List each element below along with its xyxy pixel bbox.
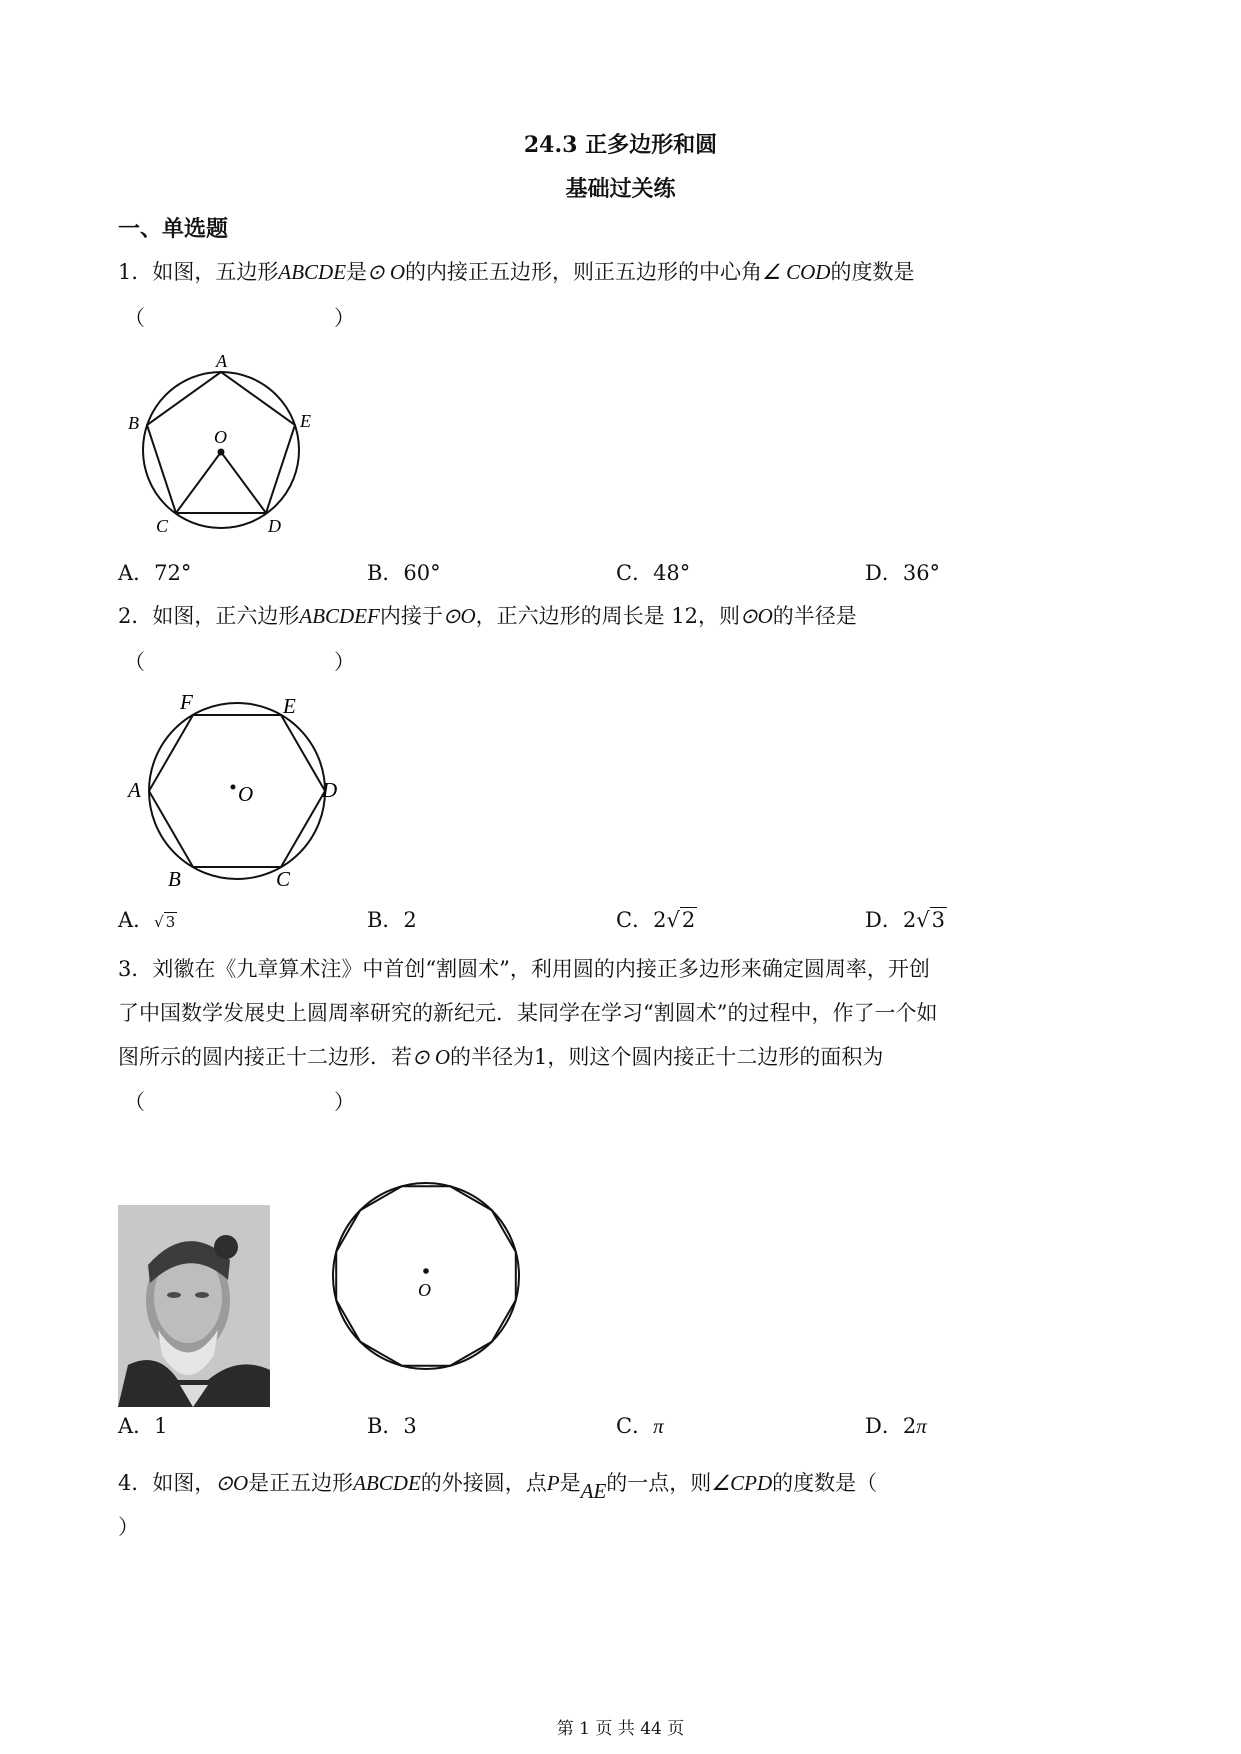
math-var: ABCDEF xyxy=(299,604,380,628)
option-d: D．2π xyxy=(865,1414,927,1438)
option-b: B．60° xyxy=(367,561,441,585)
question-text: 的半径是 xyxy=(772,604,857,628)
center-point xyxy=(218,449,225,456)
math-var: ∠ COD xyxy=(762,260,831,284)
label-f: F xyxy=(180,690,193,714)
option-b: B．3 xyxy=(367,1414,417,1438)
question-2 xyxy=(118,594,1128,638)
question-text: ，正六边形的周长是 12，则 xyxy=(475,604,741,628)
answer-blank: （ ） xyxy=(124,650,355,674)
center-point xyxy=(423,1268,429,1274)
answer-blank: （ ） xyxy=(124,1090,355,1114)
page-title: 24.3 正多边形和圆 xyxy=(523,132,718,158)
pentagon-figure xyxy=(118,345,348,540)
question-text: 如图，正六边形 xyxy=(152,604,300,628)
question-3: 3．刘徽在《九章算术注》中首创“割圆术”，利用圆的内接正多边形来确定圆周率，开创 了中国数学发展史上圆周率研究的新纪元．某同学在学习“割圆术”的过程中，作了一个如 图所示的圆内接正十二边形．若⊙ O的半径为1，则这个圆内接正十二边形的面积为 xyxy=(118,957,938,1069)
label-a: A xyxy=(128,778,141,802)
math-var: ⊙O xyxy=(740,604,773,628)
option-c: C．π xyxy=(616,1414,664,1438)
math-var: ⊙ O xyxy=(367,260,406,284)
center-point xyxy=(231,785,236,790)
label-d: D xyxy=(268,516,281,536)
label-o: O xyxy=(418,1280,431,1300)
question-number: 3． xyxy=(118,957,153,981)
option-c: C．48° xyxy=(616,561,691,585)
central-angle xyxy=(176,452,266,513)
circumcircle xyxy=(149,703,325,879)
hexagon xyxy=(149,715,325,867)
liu-hui-portrait xyxy=(118,1205,270,1407)
arc-label: AE xyxy=(580,1479,607,1503)
question-4: 4．如图，⊙O是正五边形ABCDE的外接圆，点P是AE的一点，则∠CPD的度数是（ ） xyxy=(118,1471,878,1539)
question-text: 如图，五边形 xyxy=(152,260,279,284)
question-number: 2． xyxy=(118,604,153,628)
question-text: 是 xyxy=(346,260,368,284)
question-text: 的度数是 xyxy=(830,260,915,284)
dodecagon xyxy=(336,1186,516,1366)
math-var: ⊙O xyxy=(442,604,476,628)
question-number: 1． xyxy=(118,260,153,284)
option-c: C．2√2 xyxy=(616,908,696,932)
label-b: B xyxy=(168,867,181,890)
question-text: 内接于 xyxy=(379,604,443,628)
option-d: D．2√3 xyxy=(865,908,945,932)
option-a: A．1 xyxy=(118,1414,168,1438)
option-b: B．2 xyxy=(367,908,417,932)
label-c: C xyxy=(276,867,291,890)
option-d: D．36° xyxy=(865,561,941,585)
option-a: A．72° xyxy=(118,561,192,585)
label-a: A xyxy=(216,351,227,371)
label-e: E xyxy=(283,694,296,718)
question-text: 的内接正五边形，则正五边形的中心角 xyxy=(405,260,763,284)
label-o: O xyxy=(238,782,254,806)
label-e: E xyxy=(300,411,311,431)
label-c: C xyxy=(156,516,169,536)
question-number: 4． xyxy=(118,1471,153,1495)
portrait-image xyxy=(118,1205,270,1407)
option-a: A．√ 3 xyxy=(118,908,176,932)
page-subtitle: 基础过关练 xyxy=(565,176,676,202)
hexagon-figure xyxy=(118,690,358,890)
label-d: D xyxy=(322,778,338,802)
page-footer: 第 1 页 共 44 页 xyxy=(556,1719,685,1739)
label-b: B xyxy=(128,413,139,433)
question-1 xyxy=(118,250,1128,294)
section-heading: 一、单选题 xyxy=(118,216,229,242)
answer-blank: （ ） xyxy=(124,306,355,330)
dodecagon-figure xyxy=(330,1180,530,1380)
math-var: ABCDE xyxy=(278,260,347,284)
label-o: O xyxy=(214,427,227,447)
